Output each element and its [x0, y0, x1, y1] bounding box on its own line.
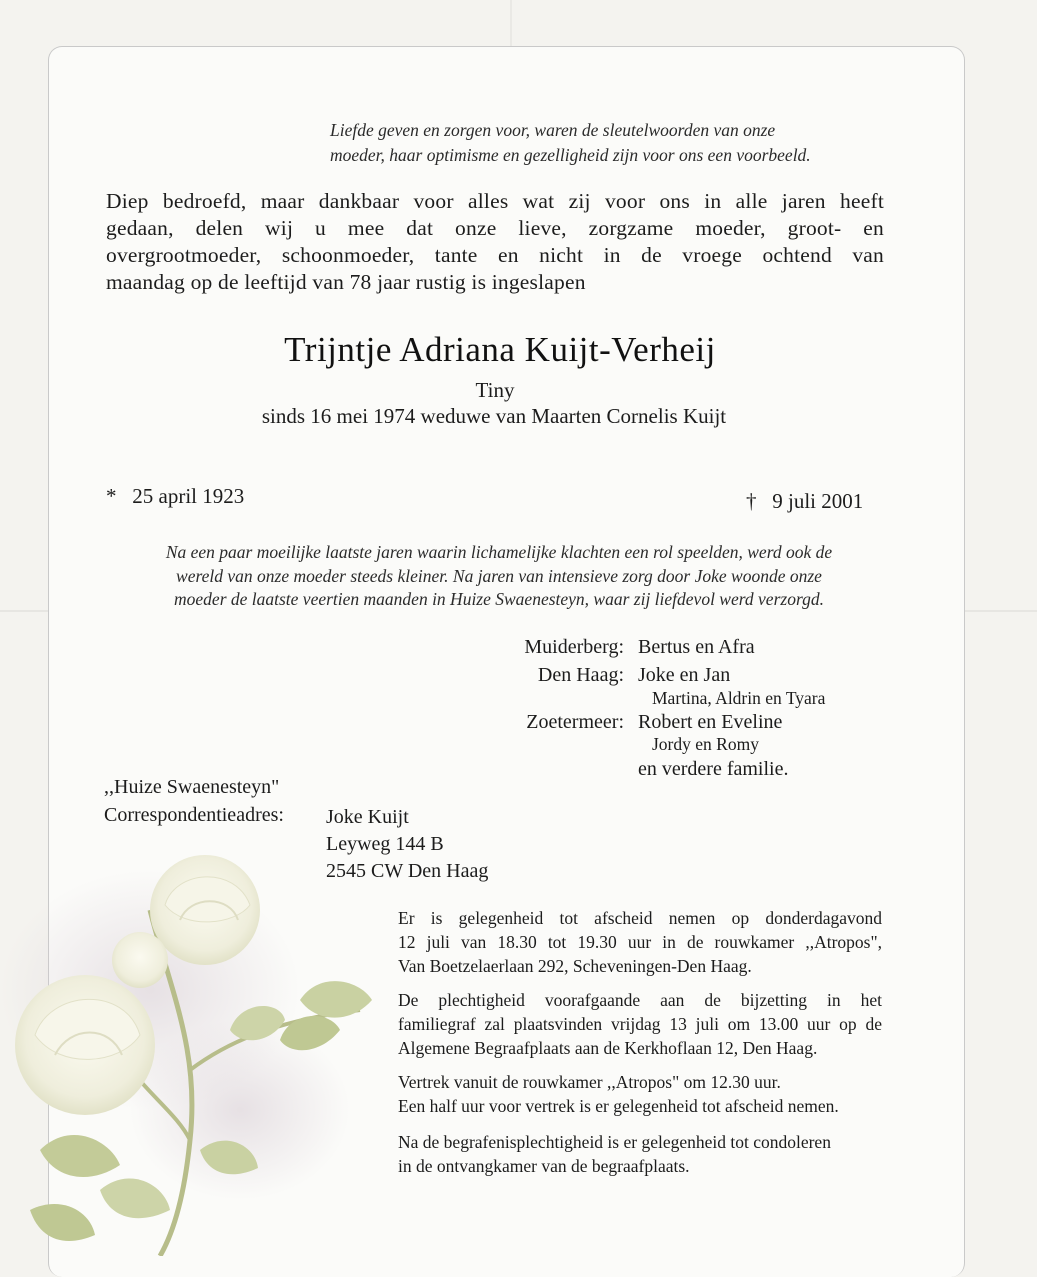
info-farewell [398, 906, 882, 978]
info-line: in de ontvangkamer van de begraafplaats. [398, 1156, 690, 1176]
residence: ,,Huize Swaenesteyn" [104, 776, 280, 798]
note-line: Na een paar moeilijke laatste jaren waarin lichamelijke klachten een rol speelden, werd ook de [165, 542, 833, 562]
info-line: familiegraf zal plaatsvinden vrijdag 13 juli om 13.00 uur op de [398, 1014, 882, 1034]
note-line: moeder de laatste veertien maanden in Huize Swaenesteyn, waar zij liefdevol werd verzorgd. [174, 589, 824, 609]
rose-illustration [0, 850, 410, 1256]
info-line: Na de begrafenisplechtigheid is er gelegenheid tot condoleren [398, 1132, 831, 1152]
family-names: Bertus en Afra [638, 636, 755, 658]
rose-flower [15, 975, 155, 1115]
family-place: Den Haag: [537, 664, 624, 686]
family-place: Muiderberg: [524, 636, 624, 658]
family-closing: en verdere familie. [638, 758, 789, 780]
deceased-nickname: Tiny [475, 378, 515, 402]
info-line: Er is gelegenheid tot afscheid nemen op donderdagavond [398, 908, 882, 928]
motto [330, 118, 890, 168]
motto-line: moeder, haar optimisme en gezelligheid zijn voor ons een voorbeeld. [330, 145, 811, 165]
family-children: Jordy en Romy [652, 734, 759, 754]
correspondence-label: Correspondentieadres: [104, 804, 284, 826]
address-city: 2545 CW Den Haag [326, 860, 489, 882]
family-names: Joke en Jan [638, 664, 731, 686]
birth-date: 25 april 1923 [132, 484, 245, 508]
address-name: Joke Kuijt [326, 806, 409, 828]
announcement-line: Diep bedroefd, maar dankbaar voor alles wat zij voor ons in alle jaren heeft [106, 189, 884, 213]
note-line: wereld van onze moeder steeds kleiner. Na jaren van intensieve zorg door Joke woonde onze [176, 565, 822, 586]
motto-line: Liefde geven en zorgen voor, waren de sleutelwoorden van onze [330, 120, 776, 140]
announcement-text [106, 188, 884, 296]
widow-line: sinds 16 mei 1974 weduwe van Maarten Cornelis Kuijt [261, 404, 727, 428]
info-line: Een half uur voor vertrek is er gelegenheid tot afscheid nemen. [398, 1096, 839, 1116]
death-date-row [746, 489, 863, 514]
birth-symbol: * [106, 484, 117, 508]
family-names: Robert en Eveline [638, 711, 783, 733]
address-street: Leyweg 144 B [326, 833, 444, 855]
info-line: Algemene Begraafplaats aan de Kerkhoflaan 12, Den Haag. [398, 1038, 818, 1058]
info-ceremony [398, 988, 882, 1060]
closing-note [104, 541, 894, 612]
birth-date-row [106, 484, 244, 509]
cross-icon: † [746, 489, 757, 513]
info-line: Vertrek vanuit de rouwkamer ,,Atropos" om 12.30 uur. [398, 1072, 781, 1092]
info-departure [398, 1070, 882, 1118]
info-line: De plechtigheid voorafgaande aan de bijzetting in het [398, 990, 882, 1010]
info-condolence [398, 1130, 882, 1178]
announcement-line: gedaan, delen wij u mee dat onze lieve, zorgzame moeder, groot- en [106, 216, 884, 240]
family-list [424, 636, 884, 786]
announcement-line: maandag op de leeftijd van 78 jaar rustig is ingeslapen [106, 270, 586, 294]
announcement-line: overgrootmoeder, schoonmoeder, tante en nicht in de vroege ochtend van [106, 243, 884, 267]
info-line: Van Boetzelaerlaan 292, Scheveningen-Den Haag. [398, 956, 752, 976]
family-place: Zoetermeer: [526, 711, 624, 733]
death-date: 9 juli 2001 [772, 489, 864, 513]
family-children: Martina, Aldrin en Tyara [652, 688, 826, 708]
info-line: 12 juli van 18.30 tot 19.30 uur in de rouwkamer ,,Atropos", [398, 932, 882, 952]
deceased-name: Trijntje Adriana Kuijt-Verheij [284, 330, 716, 369]
